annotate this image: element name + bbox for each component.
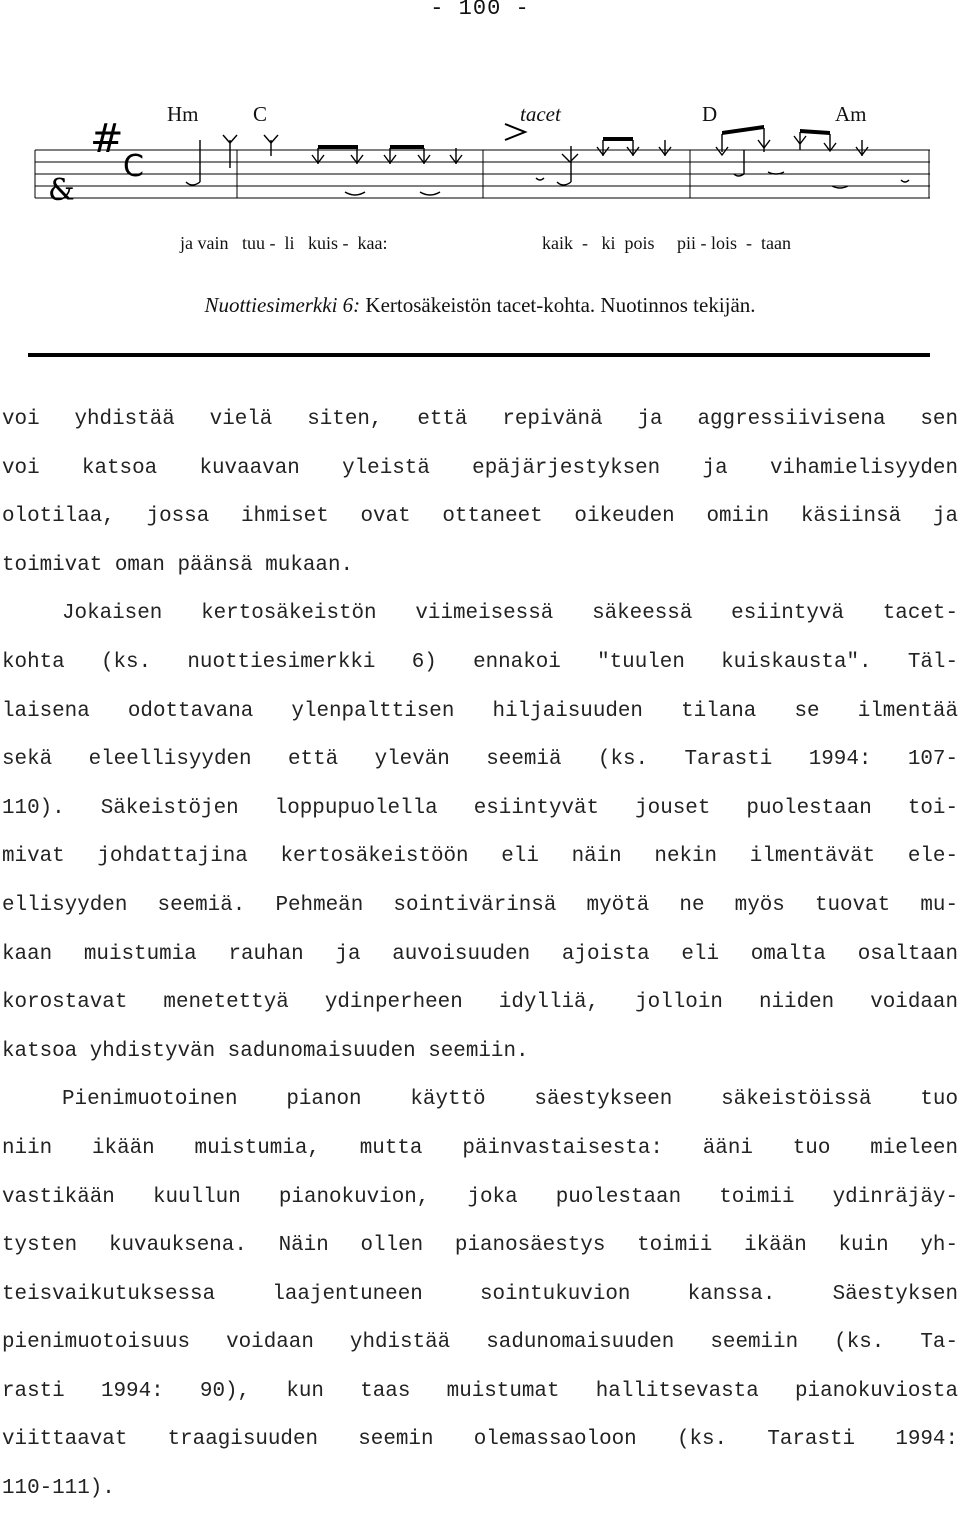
body-line: voi katsoa kuvaavan yleistä epäjärjestyksen ja vihamielisyyden (2, 456, 958, 480)
svg-text:&: & (48, 173, 75, 208)
body-line: laisena odottavana ylenpalttisen hiljaisuuden tilana se ilmentää (2, 699, 958, 723)
body-line: ellisyyden seemiä. Pehmeän sointivärinsä myötä ne myös tuovat mu- (2, 893, 958, 917)
page-number: - 100 - (430, 0, 530, 21)
body-line: tysten kuvauksena. Näin ollen pianosäestys toimii ikään kuin yh- (2, 1234, 958, 1258)
body-line: vastikään kuullun pianokuvion, joka puolestaan toimii ydinräjäy- (2, 1185, 958, 1209)
chord-am: Am (835, 102, 867, 126)
body-line: 110). Säkeistöjen loppupuolella esiintyvät jouset puolestaan toi- (2, 796, 958, 820)
lyrics-first-phrase: ja vain tuu - li kuis - kaa: (180, 233, 388, 253)
caption-label: Nuottiesimerkki 6: (204, 293, 361, 317)
body-line: teisvaikutuksessa laajentuneen sointukuvion kanssa. Säestyksen (2, 1282, 958, 1306)
body-line: Jokaisen kertosäkeistön viimeisessä säkeessä esiintyvä tacet- (62, 602, 958, 626)
body-line: 110-111). (2, 1477, 115, 1501)
body-text (2, 396, 958, 1514)
chord-d: D (702, 102, 718, 126)
body-line: Pienimuotoinen pianon käyttö säestykseen säkeistöissä tuo (62, 1088, 958, 1112)
music-staff (0, 90, 960, 210)
body-line: kaan muistumia rauhan ja auvoisuuden ajoista eli omalta osaltaan (2, 942, 958, 966)
caption-text: Kertosäkeistön tacet-kohta. Nuotinnos tekijän. (365, 293, 756, 317)
body-line: korostavat menetettyä ydinperheen idylliä, jolloin niiden voidaan (2, 991, 958, 1015)
body-line: viittaavat traagisuuden seemin olemassaoloon (ks. Tarasti 1994: (2, 1428, 958, 1452)
svg-text:#: # (90, 116, 124, 162)
body-line: niin ikään muistumia, mutta päinvastaisesta: ääni tuo mieleen (2, 1136, 958, 1160)
body-line: sekä eleellisyyden että ylevän seemiä (ks. Tarasti 1994: 107- (2, 748, 958, 772)
body-line: katsoa yhdistyvän sadunomaisuuden seemiin. (2, 1039, 529, 1063)
body-line: voi yhdistää vielä siten, että repivänä ja aggressiivisena sen (2, 408, 958, 431)
body-line: olotilaa, jossa ihmiset ovat ottaneet oikeuden omiin käsiinsä ja (2, 505, 958, 529)
svg-text:C: C (123, 149, 144, 184)
body-line: pienimuotoisuus voidaan yhdistää sadunomaisuuden seemiin (ks. Ta- (2, 1331, 958, 1355)
chord-hm: Hm (167, 102, 199, 126)
horizontal-rule (28, 353, 930, 357)
tacet-marking: tacet (520, 102, 561, 126)
body-line: toimivat oman päänsä mukaan. (2, 553, 354, 577)
body-line: mivat johdattajina kertosäkeistöön eli näin nekin ilmentävät ele- (2, 845, 958, 869)
chord-c: C (253, 102, 268, 126)
lyrics-second-phrase: kaik - ki pois pii - lois - taan (542, 233, 791, 253)
figure-caption (0, 293, 960, 318)
body-line: rasti 1994: 90), kun taas muistumat hallitsevasta pianokuviosta (2, 1379, 958, 1403)
body-line: kohta (ks. nuottiesimerkki 6) ennakoi "tuulen kuiskausta". Täl- (2, 650, 958, 674)
